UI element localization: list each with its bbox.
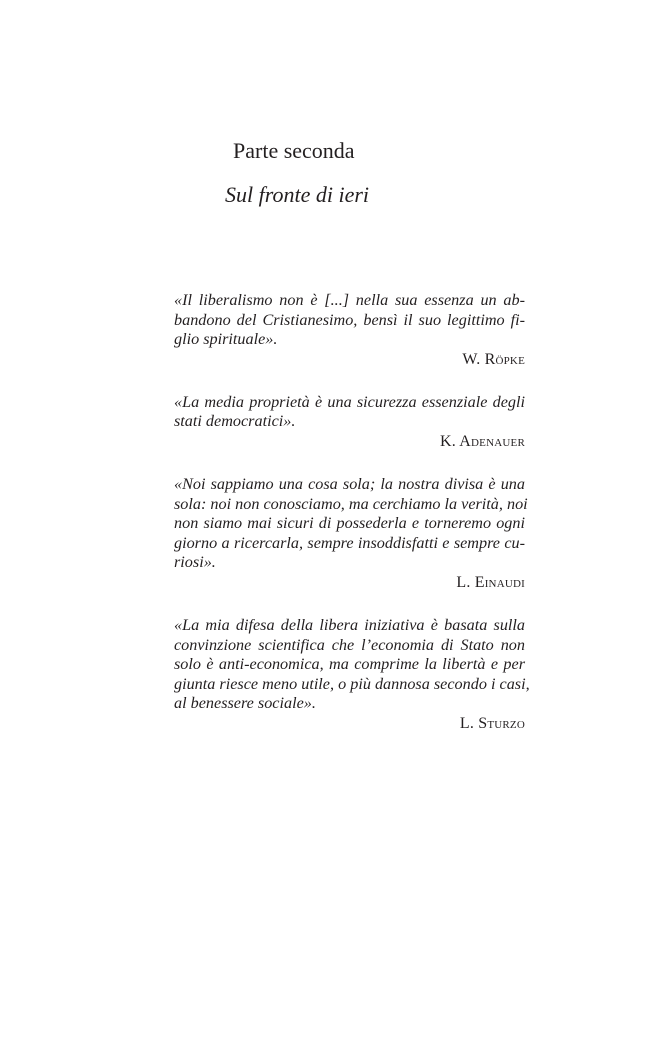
quote-line: «Il liberalismo non è [...] nella sua essenza un ab-	[174, 291, 525, 309]
quote-text	[174, 291, 525, 350]
quote-block-adenauer	[174, 393, 525, 452]
quote-block-ropke	[174, 291, 525, 370]
quote-author: W. Röpke	[462, 350, 525, 368]
quote-line: bandono del Cristianesimo, bensì il suo legittimo fi-	[174, 310, 525, 329]
quote-line: «La mia difesa della libera iniziativa è basata sulla	[174, 615, 525, 634]
quote-line: «Noi sappiamo una cosa sola; la nostra divisa è una	[174, 474, 525, 493]
quote-line: solo è anti-economica, ma comprime la libertà e per	[174, 655, 525, 674]
part-title: Sul fronte di ieri	[225, 182, 370, 207]
quote-line: riosi».	[174, 553, 216, 572]
quote-line: glio spirituale».	[174, 330, 278, 349]
quote-line: non siamo mai sicuri di possederla e torneremo ogni	[174, 514, 525, 533]
quote-line: convinzione scientifica che l’economia di Stato non	[174, 635, 525, 654]
quote-line: giunta riesce meno utile, o più dannosa secondo i casi,	[174, 674, 530, 693]
quote-text	[174, 393, 525, 432]
quote-line: stati democratici».	[174, 412, 296, 431]
quote-text	[174, 474, 528, 573]
quote-line: al benessere sociale».	[174, 694, 316, 713]
quote-line: «La media proprietà è una sicurezza essenziale degli	[174, 392, 525, 411]
quote-text	[174, 615, 530, 714]
quote-author: K. Adenauer	[440, 432, 525, 450]
quote-line: sola: noi non conosciamo, ma cerchiamo la verità, noi	[174, 494, 528, 513]
quote-author: L. Einaudi	[456, 573, 525, 591]
quote-author: L. Sturzo	[459, 714, 525, 732]
quote-block-sturzo	[174, 615, 530, 734]
quote-block-einaudi	[174, 474, 528, 593]
epigraph-quotes	[174, 291, 530, 757]
quote-line: giorno a ricercarla, sempre insoddisfatti e sempre cu-	[174, 533, 525, 552]
part-label: Parte seconda	[233, 138, 355, 163]
